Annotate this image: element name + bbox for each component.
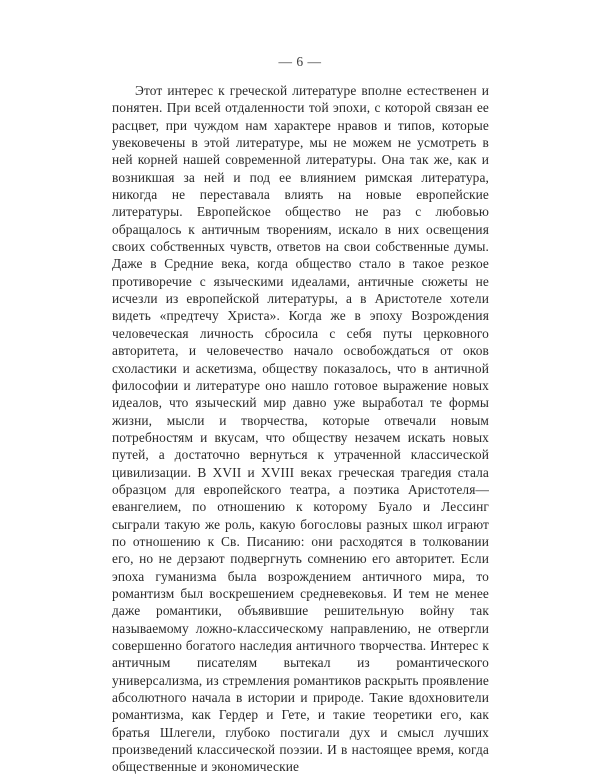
body-paragraph: Этот интерес к греческой литературе вполне естественен и понятен. При всей отдаленности той эпохи, с которой связан ее расцвет, при чуждом нам характере нравов и типов, которые увековечены в этой литературе, мы не можем не усмотреть в ней корней нашей современной литературы. Она так же, как и возникшая за ней и под ее влиянием римская литература, никогда не переставала влиять на новые европейские литературы. Европейское общество не раз с любовью обращалось к античным творениям, искало в них освещения своих собственных чувств, ответов на свои собственные думы. Даже в Средние века, когда общество стало в такое резкое противоречие с языческими идеалами, античные сюжеты не исчезли из европейской литературы, а в Аристотеле хотели видеть «предтечу Христа». Когда же в эпоху Возрождения человеческая личность сбросила с себя путы церковного авторитета, и человечество начало освобождаться от оков схоластики и аскетизма, обществу показалось, что в античной философии и литературе оно нашло готовое выражение новых идеалов, что языческий мир давно уже выработал те формы жизни, мысли и творчества, которые отвечали новым потребностям и вкусам, что обществу незачем искать новых путей, а достаточно вернуться к утраченной классической цивилизации. В XVII и XVIII веках греческая трагедия стала образцом для европейского театра, а поэтика Аристотеля—евангелием, по отношению к которому Буало и Лессинг сыграли такую же роль, какую богословы разных школ играют по отношению к Св. Писанию: они расходятся в толковании его, но не дерзают подвергнуть сомнению его авторитет. Если эпоха гуманизма была возрождением античного мира, то романтизм был воскрешением средневековья. И тем не менее даже романтики, объявившие решительную войну так называемому ложно-классическому направлению, не отвергли совершенно богатого наследия античного творчества. Интерес к античным писателям вытекал из романтического универсализма, из стремления романтиков раскрыть проявление абсолютного начала в истории и природе. Такие вдохновители романтизма, как Гердер и Гете, и такие теоретики его, как братья Шлегели, глубоко постигали дух и смысл лучших произведений классической поэзии. И в настоящее время, когда общественные и экономические: [112, 83, 489, 775]
body-text-block: [112, 82, 489, 776]
page-number-folio: — 6 —: [278, 54, 322, 69]
